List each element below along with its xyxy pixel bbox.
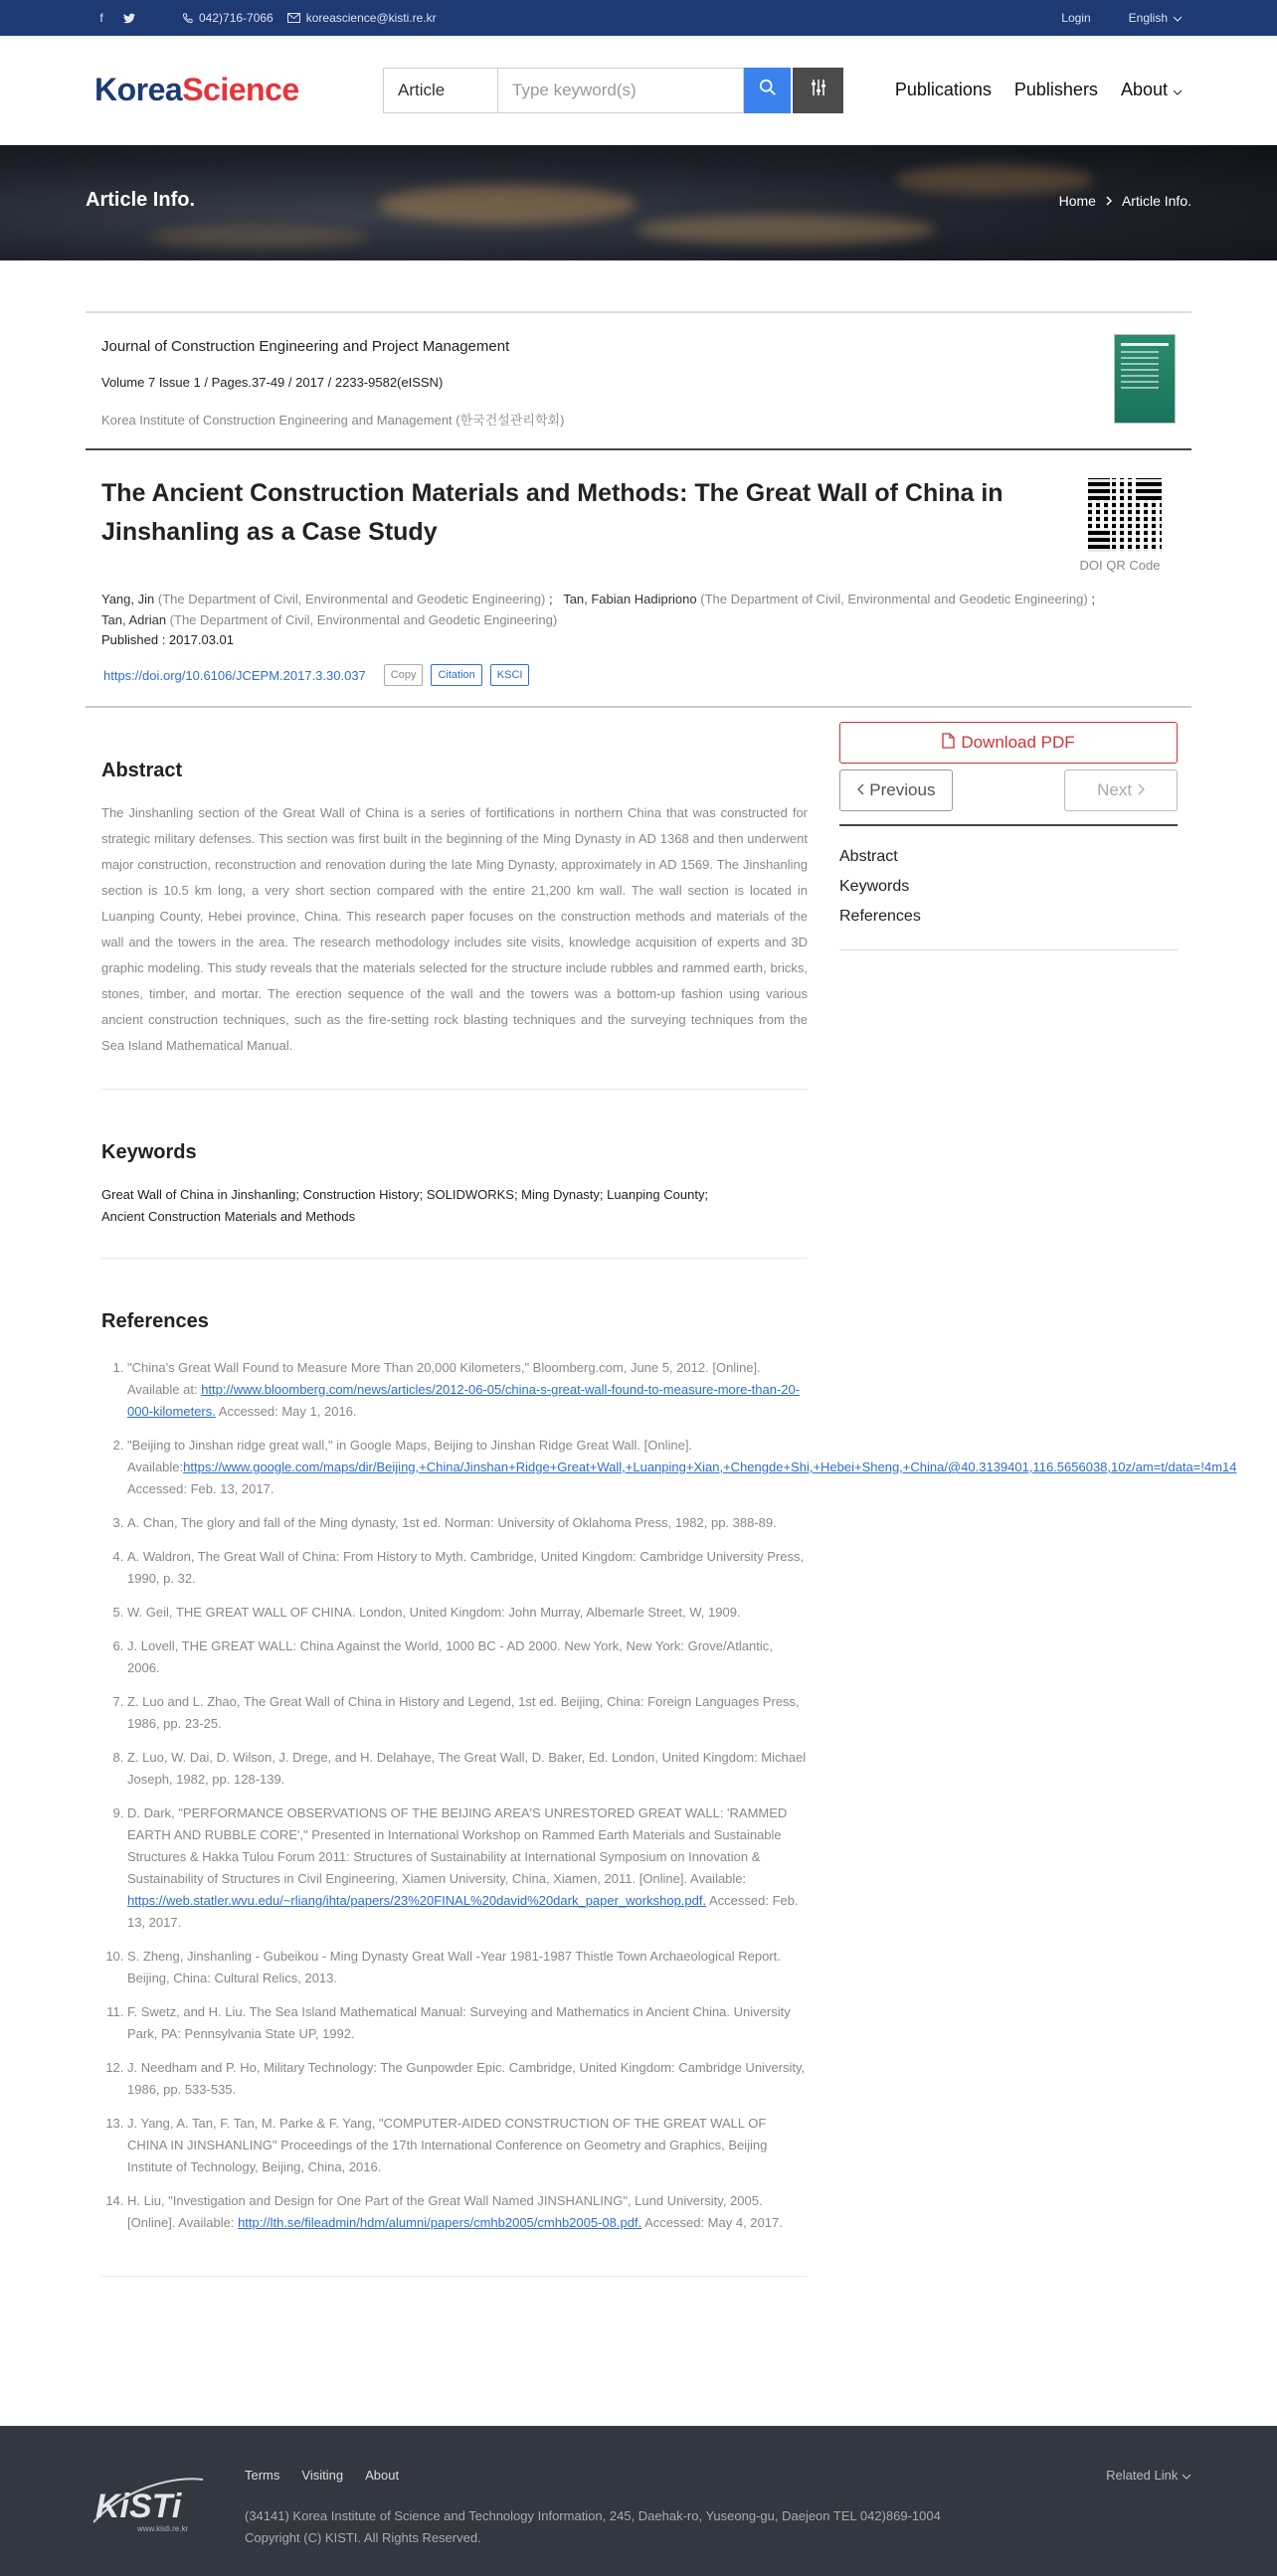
chevron-down-icon (1173, 11, 1183, 25)
search-input[interactable]: Type keyword(s) (498, 68, 744, 113)
footer-terms-link[interactable]: Terms (245, 2468, 280, 2483)
journal-info (86, 311, 1191, 450)
journal-meta: Volume 7 Issue 1 / Pages.37-49 / 2017 / 2233-9582(eISSN) (101, 375, 444, 390)
top-bar (0, 0, 1277, 36)
copyright: Copyright (C) KISTI. All Rights Reserved. (245, 2530, 481, 2545)
reference-item: 6. J. Lovell, THE GREAT WALL: China Against the World, 1000 BC - AD 2000. New York, New York: Grove/Atlantic, 2006. (127, 1635, 808, 1679)
footer-links (245, 2468, 399, 2483)
author-list: Yang, Jin (The Department of Civil, Environmental and Geodetic Engineering) ; Tan, Fabian Hadipriono (The Department of Civil, Environmental and Geodetic Engineering) ; Tan, Adrian (The Department of Civil, Environmental and Geodetic Engineering) (101, 592, 1095, 627)
reference-item: 9. D. Dark, "PERFORMANCE OBSERVATIONS OF THE BEIJING AREA'S UNRESTORED GREAT WALL: 'RAMMED EARTH AND RUBBLE CORE'," Presented in International Workshop on Rammed Earth Materials and Sustainable Structures & Hakka Tulou Forum 2011: Structures of Sustainability at International Symposium on Innovation & Sustainability of Structures in Civil Engineering, Xiamen University, China, Xiamen, 2011. [Online]. Available: https://web.statler.wvu.edu/~rliang/ihta/papers/23%20FINAL%20david%20dark_paper_workshop.pdf. Accessed: Feb. 13, 2017. (127, 1803, 808, 1934)
language-label: English (1128, 11, 1168, 25)
mail-icon (287, 11, 301, 25)
search-icon (759, 79, 777, 101)
reference-item: 11. F. Swetz, and H. Liu. The Sea Island Mathematical Manual: Surveying and Mathematics in Ancient China. University Park, PA: Pennsylvania State UP, 1992. (127, 2001, 808, 2045)
reference-link[interactable]: http://lth.se/fileadmin/hdm/alumni/papers/cmhb2005/cmhb2005-08.pdf. (238, 2215, 642, 2230)
reference-item: 13. J. Yang, A. Tan, F. Tan, M. Parke & F. Yang, "COMPUTER-AIDED CONSTRUCTION OF THE GREAT WALL OF CHINA IN JINSHANLING" Proceedings of the 17th International Conference on Geometry and Graphics, Beijing Institute of Technology, Beijing, China, 2016. (127, 2113, 808, 2178)
qr-code-icon (1088, 478, 1162, 552)
korea-science-logo[interactable]: KoreaScience (94, 72, 299, 107)
references-heading: References (101, 1310, 209, 1332)
email-address[interactable]: koreascience@kisti.re.kr (305, 11, 437, 25)
reference-list (101, 1357, 1237, 2234)
qr-label: DOI QR Code (1079, 558, 1161, 573)
nav-publications[interactable]: Publications (894, 80, 992, 99)
citation-button[interactable]: Citation (431, 664, 481, 686)
chevron-right-icon (1137, 780, 1145, 800)
search-button[interactable] (744, 68, 791, 113)
phone-number: 042)716-7066 (199, 11, 274, 25)
footer-address: (34141) Korea Institute of Science and Technology Information, 245, Daehak-ro, Yuseong-gu, Daejeon TEL 042)869-1004 Copyright (C) KISTI. All Rights Reserved. (245, 2505, 941, 2549)
doi-row (101, 664, 1176, 686)
journal-name[interactable]: Journal of Construction Engineering and Project Management (101, 338, 510, 355)
published-date: Published : 2017.03.01 (101, 632, 234, 647)
sliders-icon (810, 79, 827, 101)
chevron-right-icon (1106, 193, 1112, 209)
nav-about[interactable]: About (1121, 80, 1183, 100)
reference-item: 7. Z. Luo and L. Zhao, The Great Wall of China in History and Legend, 1st ed. Beijing, China: Foreign Languages Press, 1986, pp. 23-25. (127, 1691, 808, 1735)
references-section (101, 1259, 1237, 2277)
search-bar (383, 68, 843, 113)
search-type-select[interactable]: Article (383, 68, 498, 113)
author-name[interactable]: Tan, Fabian Hadipriono (563, 592, 697, 606)
author-name[interactable]: Yang, Jin (101, 592, 155, 606)
keywords-heading: Keywords (101, 1141, 197, 1163)
reference-link[interactable]: https://web.statler.wvu.edu/~rliang/ihta/papers/23%20FINAL%20david%20dark_paper_workshop.pdf. (127, 1893, 707, 1908)
reference-item: 12. J. Needham and P. Ho, Military Technology: The Gunpowder Epic. Cambridge, United Kingdom: Cambridge University, 1986, pp. 533-535. (127, 2057, 808, 2101)
author-affiliation: (The Department of Civil, Environmental and Geodetic Engineering) (169, 612, 558, 627)
previous-article-button[interactable]: Previous (839, 770, 953, 811)
reference-item: 10. S. Zheng, Jinshanling - Gubeikou - Ming Dynasty Great Wall -Year 1981-1987 Thistle Town Archaeological Report. Beijing, China: Cultural Relics, 2013. (127, 1946, 808, 1989)
toc-abstract[interactable]: Abstract (839, 848, 898, 865)
doi-link[interactable]: https://doi.org/10.6106/JCEPM.2017.3.30.037 (103, 667, 366, 683)
site-footer (0, 2426, 1277, 2576)
chevron-down-icon (1173, 80, 1183, 99)
keywords-text: Great Wall of China in Jinshanling; Construction History; SOLIDWORKS; Ming Dynasty; Luanping County; Ancient Construction Materials and Methods (101, 1187, 709, 1224)
toc-references[interactable]: References (839, 908, 921, 925)
breadcrumb-current: Article Info. (1121, 193, 1191, 209)
related-link-select[interactable]: Related Link (1106, 2468, 1191, 2483)
reference-item: 4. A. Waldron, The Great Wall of China: From History to Myth. Cambridge, United Kingdom: Cambridge University Press, 1990, p. 32. (127, 1546, 808, 1590)
svg-text:www.kisti.re.kr: www.kisti.re.kr (137, 2524, 189, 2533)
chevron-left-icon (857, 780, 865, 800)
main-nav (895, 80, 1183, 100)
abstract-heading: Abstract (101, 760, 183, 781)
reference-item: 1. "China's Great Wall Found to Measure More Than 20,000 Kilometers," Bloomberg.com, June 5, 2012. [Online]. Available at: http://www.bloomberg.com/news/articles/2012-06-05/china-s-great-wall-found-to-measure-more-than-20-000-kilometers. Accessed: May 1, 2016. (127, 1357, 808, 1423)
next-article-button[interactable]: Next (1064, 770, 1178, 811)
pdf-file-icon (942, 733, 955, 754)
reference-item: 5. W. Geil, THE GREAT WALL OF CHINA. London, United Kingdom: John Murray, Albemarle Street, W, 1909. (127, 1602, 808, 1624)
author-name[interactable]: Tan, Adrian (101, 612, 167, 627)
article-header (86, 450, 1191, 708)
reference-item: 3. A. Chan, The glory and fall of the Ming dynasty, 1st ed. Norman: University of Oklahoma Press, 1982, pp. 388-89. (127, 1512, 808, 1534)
keywords-section (101, 1090, 808, 1259)
toc-keywords[interactable]: Keywords (839, 878, 910, 895)
phone-icon (180, 11, 194, 25)
reference-item: 8. Z. Luo, W. Dai, D. Wilson, J. Drege, and H. Delahaye, The Great Wall, D. Baker, Ed. London, United Kingdom: Michael Joseph, 1982, pp. 128-139. (127, 1747, 808, 1791)
reference-link[interactable]: http://www.bloomberg.com/news/articles/2012-06-05/china-s-great-wall-found-to-measure-more-than-20-000-kilometers. (127, 1382, 801, 1419)
article-title: The Ancient Construction Materials and Methods: The Great Wall of China in Jinshanling as a Case Study (101, 479, 1003, 546)
doi-qr-code (1079, 478, 1162, 573)
download-pdf-button[interactable]: Download PDF (839, 722, 1178, 764)
kisti-logo[interactable] (86, 2468, 205, 2537)
phone-contact (180, 11, 274, 25)
facebook-icon[interactable]: f (99, 11, 103, 25)
page-title: Article Info. (86, 189, 196, 211)
footer-visiting-link[interactable]: Visiting (301, 2468, 344, 2483)
breadcrumb-home[interactable]: Home (1058, 193, 1096, 209)
journal-cover-image[interactable] (1114, 334, 1176, 424)
reference-link[interactable]: https://www.google.com/maps/dir/Beijing,+China/Jinshan+Ridge+Great+Wall,+Luanping+Xian,+Chengde+Shi,+Hebei+Sheng,+China/@40.3139401,116.5656038,10z/am=t/data=!4m14 (183, 1460, 1237, 1474)
section-nav (839, 824, 1178, 950)
copy-button[interactable]: Copy (384, 664, 424, 686)
login-link[interactable]: Login (1061, 11, 1091, 25)
reference-item: 14. H. Liu, "Investigation and Design for One Part of the Great Wall Named JINSHANLING", Lund University, 2005. [Online]. Available: http://lth.se/fileadmin/hdm/alumni/papers/cmhb2005/cmhb2005-08.pdf. Accessed: May 4, 2017. (127, 2190, 808, 2234)
abstract-text: The Jinshanling section of the Great Wall of China is a series of fortifications in northern China that was constructed for strategic military defenses. This section was first built in the beginning of the Ming Dynasty in AD 1368 and then underwent major construction, reconstruction and renovation during the late Ming Dynasty, approximately in AD 1569. The Jinshanling section is 10.5 km long, a very short section compared with the entire 21,200 km wall. The wall section is located in Luanping County, Hebei province, China. This research paper focuses on the construction methods and materials of the wall and the towers in the area. The research methodology includes site visits, knowledge acquisition of experts and 3D graphic modeling. This study reveals that the materials selected for the structure include rubbles and rammed earth, bricks, stones, timber, and mortar. The erection sequence of the wall and the towers was a bottom-up fashion using various ancient construction techniques, such as the fire-setting rock blasting techniques and the surveying techniques from the Sea Island Mathematical Manual. (101, 805, 808, 1053)
site-header (0, 36, 1277, 145)
email-contact[interactable] (287, 11, 437, 25)
language-select[interactable] (1129, 11, 1183, 25)
page-banner (0, 145, 1277, 260)
svg-text:KiSTi: KiSTi (95, 2488, 182, 2525)
journal-publisher: Korea Institute of Construction Engineering and Management (한국건설관리학회) (101, 413, 565, 428)
breadcrumb (1059, 193, 1191, 209)
twitter-icon[interactable] (122, 11, 136, 25)
abstract-section (101, 708, 808, 1090)
sidebar (839, 708, 1178, 2277)
ksci-button[interactable]: KSCI (490, 664, 530, 686)
footer-about-link[interactable]: About (365, 2468, 400, 2483)
author-affiliation: (The Department of Civil, Environmental and Geodetic Engineering) (157, 592, 546, 606)
author-affiliation: (The Department of Civil, Environmental and Geodetic Engineering) (700, 592, 1088, 606)
reference-item: 2. "Beijing to Jinshan ridge great wall," in Google Maps, Beijing to Jinshan Ridge Great Wall. [Online]. Available:https://www.google.com/maps/dir/Beijing,+China/Jinshan+Ridge+Great+Wall,+Luanping+Xian,+Chengde+Shi,+Hebei+Sheng,+China/@40.3139401,116.5656038,10z/am=t/data=!4m14 Accessed: Feb. 13, 2017. (127, 1435, 808, 1500)
advanced-search-button[interactable] (793, 68, 843, 113)
nav-publishers[interactable]: Publishers (1013, 80, 1098, 99)
chevron-down-icon (1182, 2468, 1191, 2483)
